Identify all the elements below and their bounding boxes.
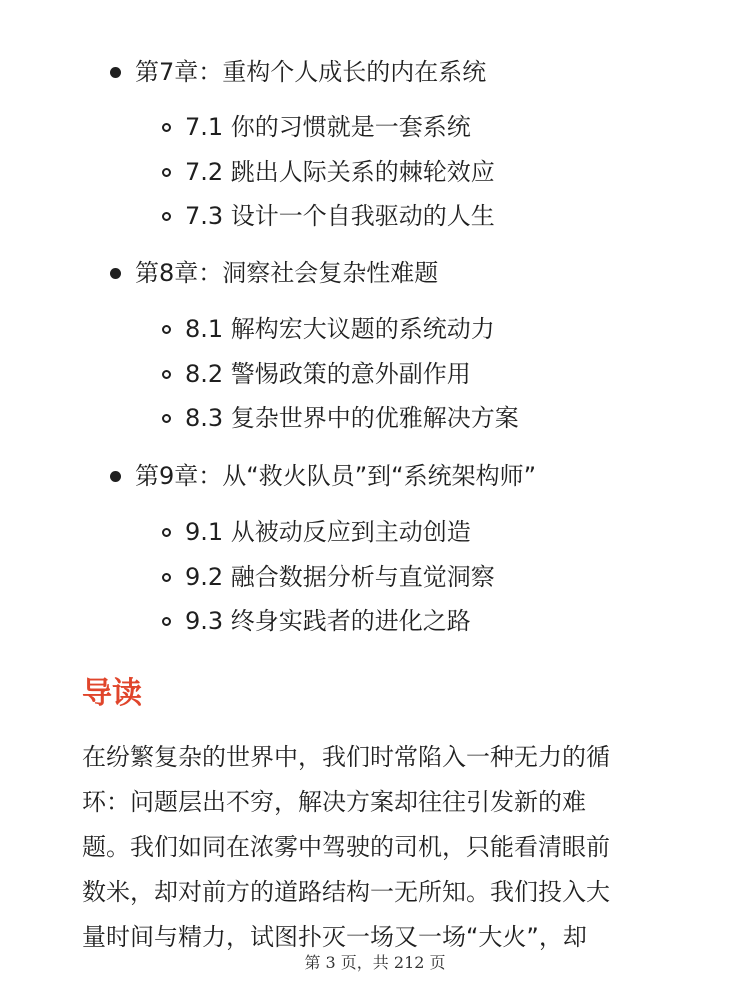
toc-section-7-3 bbox=[162, 198, 495, 234]
hollow-bullet-icon bbox=[162, 528, 171, 537]
section-title: 9.2 融合数据分析与直觉洞察 bbox=[185, 563, 495, 591]
hollow-bullet-icon bbox=[162, 123, 171, 132]
toc-section-8-3 bbox=[162, 400, 519, 436]
toc-section-8-2 bbox=[162, 356, 471, 392]
hollow-bullet-icon bbox=[162, 325, 171, 334]
hollow-bullet-icon bbox=[162, 573, 171, 582]
toc-section-7-2 bbox=[162, 154, 495, 190]
hollow-bullet-icon bbox=[162, 168, 171, 177]
paragraph-line: 环：问题层出不穷，解决方案却往往引发新的难 bbox=[82, 788, 586, 816]
toc-section-8-1 bbox=[162, 311, 495, 347]
section-title: 8.1 解构宏大议题的系统动力 bbox=[185, 315, 495, 343]
hollow-bullet-icon bbox=[162, 370, 171, 379]
page-footer: 第 3 页，共 212 页 bbox=[304, 953, 446, 972]
toc-section-9-1 bbox=[162, 514, 471, 550]
toc-section-9-3 bbox=[162, 603, 471, 639]
hollow-bullet-icon bbox=[162, 212, 171, 221]
section-title: 8.2 警惕政策的意外副作用 bbox=[185, 360, 471, 388]
paragraph-line: 量时间与精力，试图扑灭一场又一场“大火”，却 bbox=[82, 923, 587, 951]
paragraph-line: 在纷繁复杂的世界中，我们时常陷入一种无力的循 bbox=[82, 743, 610, 771]
toc-chapter-8 bbox=[110, 253, 438, 293]
section-title: 7.2 跳出人际关系的棘轮效应 bbox=[185, 158, 495, 186]
bullet-icon bbox=[110, 268, 121, 279]
chapter-title: 第9章：从“救火队员”到“系统架构师” bbox=[135, 462, 537, 490]
hollow-bullet-icon bbox=[162, 617, 171, 626]
section-title: 8.3 复杂世界中的优雅解决方案 bbox=[185, 404, 519, 432]
section-title: 9.1 从被动反应到主动创造 bbox=[185, 518, 471, 546]
section-title: 9.3 终身实践者的进化之路 bbox=[185, 607, 471, 635]
section-title: 7.1 你的习惯就是一套系统 bbox=[185, 113, 471, 141]
toc-section-7-1 bbox=[162, 109, 471, 145]
chapter-title: 第7章：重构个人成长的内在系统 bbox=[135, 58, 487, 86]
intro-heading: 导读 bbox=[82, 676, 142, 711]
hollow-bullet-icon bbox=[162, 414, 171, 423]
chapter-title: 第8章：洞察社会复杂性难题 bbox=[135, 259, 439, 287]
toc-chapter-9 bbox=[110, 456, 536, 496]
bullet-icon bbox=[110, 67, 121, 78]
paragraph-line: 题。我们如同在浓雾中驾驶的司机，只能看清眼前 bbox=[82, 833, 610, 861]
toc-chapter-7 bbox=[110, 52, 486, 92]
bullet-icon bbox=[110, 471, 121, 482]
paragraph-line: 数米，却对前方的道路结构一无所知。我们投入大 bbox=[82, 878, 610, 906]
intro-paragraph bbox=[82, 735, 672, 960]
section-title: 7.3 设计一个自我驱动的人生 bbox=[185, 202, 495, 230]
toc-section-9-2 bbox=[162, 559, 495, 595]
